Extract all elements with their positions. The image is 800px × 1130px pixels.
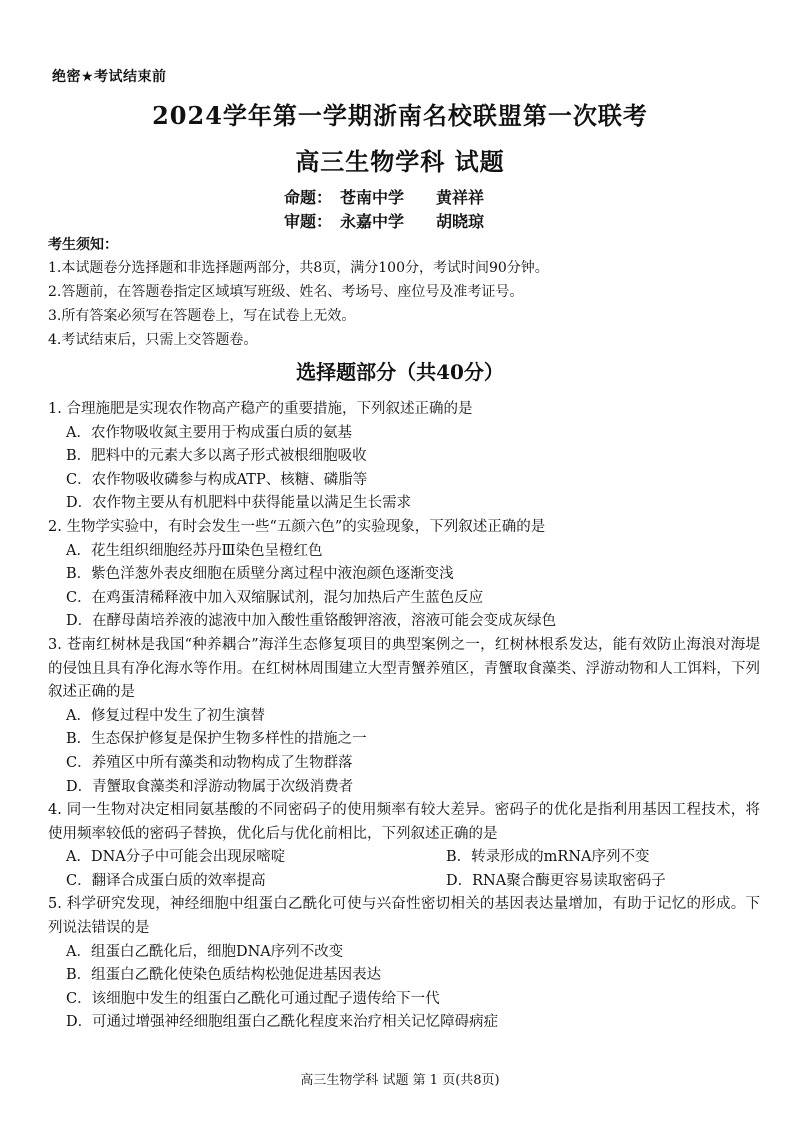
secret-mark: 绝密★考试结束前 [52, 69, 167, 85]
notice-item: 1.本试题卷分选择题和非选择题两部分，共8页，满分100分，考试时间90分钟。 [48, 260, 549, 276]
exam-subtitle: 高三生物学科 试题 [295, 147, 505, 176]
option-b: B．生态保护修复是保护生物多样性的措施之一 [66, 731, 367, 748]
question-stem: 3. 苍南红树林是我国“种养耦合”海洋生态修复项目的典型案例之一，红树林根系发达，能有效防止海浪对海堤的侵蚀且具有净化海水等作用。在红树林周围建立大型青蟹养殖区，青蟹取食藻类、浮游动物和人工饵料，下列叙述正确的是 [48, 636, 760, 701]
author-row-proposer [284, 186, 484, 210]
option-d: D．农作物主要从有机肥料中获得能量以满足生长需求 [66, 495, 412, 512]
question-stem: 4. 同一生物对决定相同氨基酸的不同密码子的使用频率有较大差异。密码子的优化是指利用基因工程技术，将使用频率较低的密码子替换，优化后与优化前相比，下列叙述正确的是 [48, 802, 760, 842]
option-b: B．转录形成的mRNA序列不变 [446, 849, 650, 866]
author-name: 黄祥祥 [436, 188, 485, 207]
author-school: 永嘉中学 [340, 212, 405, 231]
question-stem: 2. 生物学实验中，有时会发生一些“五颜六色”的实验现象，下列叙述正确的是 [48, 518, 546, 535]
option-c: C．养殖区中所有藻类和动物构成了生物群落 [66, 754, 353, 771]
author-school: 苍南中学 [340, 188, 405, 207]
option-d: D．RNA聚合酶更容易读取密码子 [446, 872, 666, 889]
notice-list [48, 256, 748, 352]
notice-item: 3.所有答案必须写在答题卷上，写在试卷上无效。 [48, 308, 356, 324]
option-a: A．修复过程中发生了初生演替 [66, 707, 265, 724]
option-b: B．组蛋白乙酰化使染色质结构松弛促进基因表达 [66, 967, 382, 984]
option-a: A．DNA分子中可能会出现尿嘧啶 [66, 849, 286, 866]
option-row [48, 870, 760, 894]
option-row [48, 846, 760, 870]
option-a: A．花生组织细胞经苏丹Ⅲ染色呈橙红色 [66, 542, 323, 559]
question-stem: 5. 科学研究发现，神经细胞中组蛋白乙酰化可使与兴奋性密切相关的基因表达量增加，有助于记忆的形成。下列说法错误的是 [48, 896, 760, 937]
option-c: C．翻译合成蛋白质的效率提高 [66, 872, 266, 889]
notice-item: 2.答题前，在答题卷指定区域填写班级、姓名、考场号、座位号及准考证号。 [48, 284, 524, 300]
authors-block [284, 186, 484, 234]
author-row-reviewer [284, 210, 484, 234]
option-b: B．肥料中的元素大多以离子形式被根细胞吸收 [66, 448, 367, 465]
question-2 [48, 516, 760, 634]
option-b: B．紫色洋葱外表皮细胞在质壁分离过程中液泡颜色逐渐变浅 [66, 566, 454, 583]
notice-title: 考生须知： [48, 237, 118, 253]
option-c: C．农作物吸收磷参与构成ATP、核糖、磷脂等 [66, 471, 368, 488]
option-a: A．组蛋白乙酰化后，细胞DNA序列不改变 [66, 943, 344, 960]
option-d: D．可通过增强神经细胞组蛋白乙酰化程度来治疗相关记忆障碍病症 [66, 1014, 499, 1031]
notice-item: 4.考试结束后，只需上交答题卷。 [48, 332, 258, 348]
option-c: C．在鸡蛋清稀释液中加入双缩脲试剂，混匀加热后产生蓝色反应 [66, 589, 484, 606]
option-d: D．青蟹取食藻类和浮游动物属于次级消费者 [66, 778, 354, 795]
option-d: D．在酵母菌培养液的滤液中加入酸性重铬酸钾溶液，溶液可能会变成灰绿色 [66, 613, 557, 630]
exam-title: 2024学年第一学期浙南名校联盟第一次联考 [152, 101, 648, 130]
question-stem: 1. 合理施肥是实现农作物高产稳产的重要措施，下列叙述正确的是 [48, 401, 473, 417]
question-5 [48, 893, 760, 1035]
author-role: 命题： [284, 188, 333, 207]
question-4 [48, 799, 760, 893]
question-1 [48, 398, 760, 516]
section-title: 选择题部分（共40分） [296, 360, 504, 384]
option-c: C．该细胞中发生的组蛋白乙酰化可通过配子遗传给下一代 [66, 990, 440, 1007]
question-list [48, 398, 760, 1035]
option-a: A．农作物吸收氮主要用于构成蛋白质的氨基 [66, 424, 352, 441]
author-role: 审题： [284, 212, 333, 231]
author-name: 胡晓琼 [436, 212, 485, 231]
page-footer: 高三生物学科 试题 第 1 页(共8页) [300, 1073, 500, 1088]
question-3 [48, 634, 760, 799]
